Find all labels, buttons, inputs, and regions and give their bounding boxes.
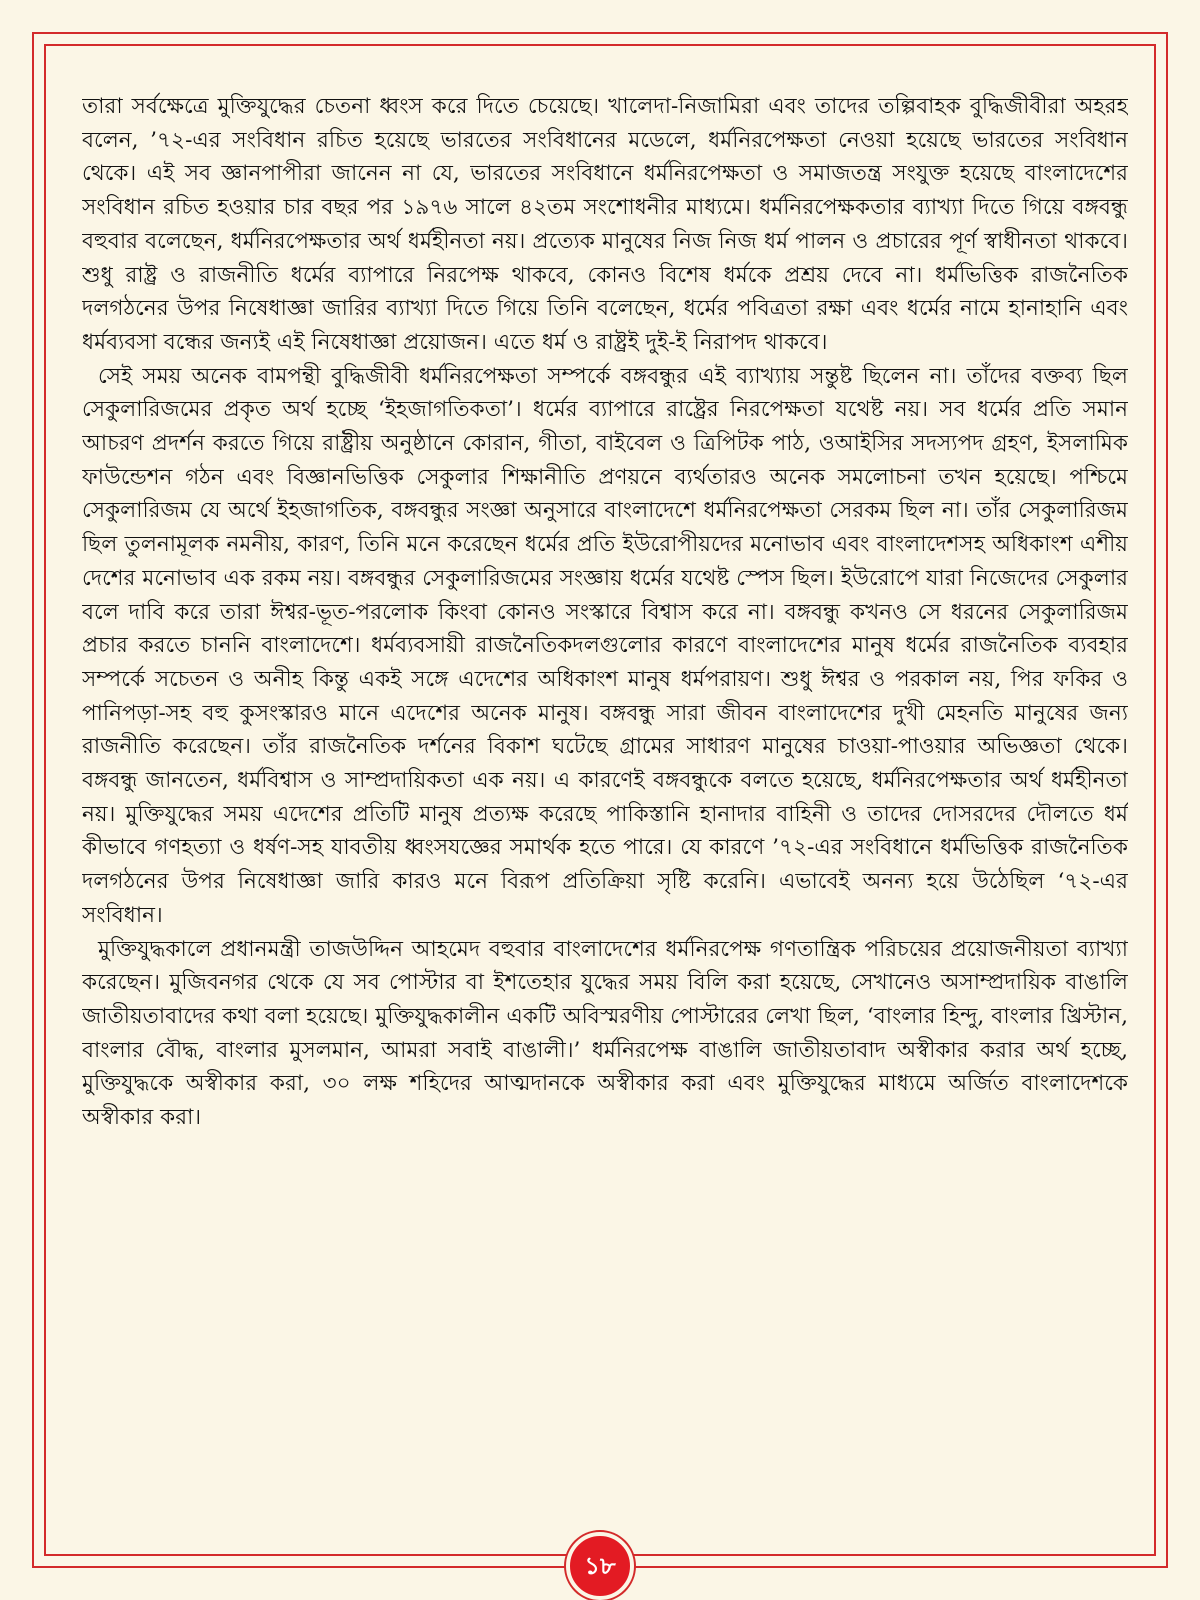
page-number-badge [566, 1532, 634, 1600]
article-body [82, 90, 1128, 1420]
paragraph-1: তারা সর্বক্ষেত্রে মুক্তিযুদ্ধের চেতনা ধ্বংস করে দিতে চেয়েছে। খালেদা-নিজামিরা এবং তাদের তল্পিবাহক বুদ্ধিজীবীরা অহরহ বলেন, ’৭২-এর সংবিধান রচিত হয়েছে ভারতের সংবিধানের মডেলে, ধর্মনিরপেক্ষতা নেওয়া হয়েছে ভারতের সংবিধান থেকে। এই সব জ্ঞানপাপীরা জানেন না যে, ভারতের সংবিধানে ধর্মনিরপেক্ষতা ও সমাজতন্ত্র সংযুক্ত হয়েছে বাংলাদেশের সংবিধান রচিত হওয়ার চার বছর পর ১৯৭৬ সালে ৪২তম সংশোধনীর মাধ্যমে। ধর্মনিরপেক্ষকতার ব্যাখ্যা দিতে গিয়ে বঙ্গবন্ধু বহুবার বলেছেন, ধর্মনিরপেক্ষতার অর্থ ধর্মহীনতা নয়। প্রত্যেক মানুষের নিজ নিজ ধর্ম পালন ও প্রচারের পূর্ণ স্বাধীনতা থাকবে। শুধু রাষ্ট্র ও রাজনীতি ধর্মের ব্যাপারে নিরপেক্ষ থাকবে, কোনও বিশেষ ধর্মকে প্রশ্রয় দেবে না। ধর্মভিত্তিক রাজনৈতিক দলগঠনের উপর নিষেধাজ্ঞা জারির ব্যাখ্যা দিতে গিয়ে তিনি বলেছেন, ধর্মের পবিত্রতা রক্ষা এবং ধর্মের নামে হানাহানি এবং ধর্মব্যবসা বন্ধের জন্যই এই নিষেধাজ্ঞা প্রয়োজন। এতে ধর্ম ও রাষ্ট্রই দুই-ই নিরাপদ থাকবে। [82, 94, 1128, 355]
paragraph-3: মুক্তিযুদ্ধকালে প্রধানমন্ত্রী তাজউদ্দিন আহমেদ বহুবার বাংলাদেশের ধর্মনিরপেক্ষ গণতান্ত্রিক পরিচয়ের প্রয়োজনীয়তা ব্যাখ্যা করেছেন। মুজিবনগর থেকে যে সব পোস্টার বা ইশতেহার যুদ্ধের সময় বিলি করা হয়েছে, সেখানেও অসাম্প্রদায়িক বাঙালি জাতীয়তাবাদের কথা বলা হয়েছে। মুক্তিযুদ্ধকালীন একটি অবিস্মরণীয় পোস্টারের লেখা ছিল, ‘বাংলার হিন্দু, বাংলার খ্রিস্টান, বাংলার বৌদ্ধ, বাংলার মুসলমান, আমরা সবাই বাঙালী।’ ধর্মনিরপেক্ষ বাঙালি জাতীয়তাবাদ অস্বীকার করার অর্থ হচ্ছে, মুক্তিযুদ্ধকে অস্বীকার করা, ৩০ লক্ষ শহিদের আত্মদানকে অস্বীকার করা এবং মুক্তিযুদ্ধের মাধ্যমে অর্জিত বাংলাদেশকে অস্বীকার করা। [82, 936, 1128, 1131]
page-number: ১৮ [584, 1552, 616, 1580]
paragraph-2: সেই সময় অনেক বামপন্থী বুদ্ধিজীবী ধর্মনিরপেক্ষতা সম্পর্কে বঙ্গবন্ধুর এই ব্যাখ্যায় সন্তুষ্ট ছিলেন না। তাঁদের বক্তব্য ছিল সেকুলারিজমের প্রকৃত অর্থ হচ্ছে ‘ইহজাগতিকতা’। ধর্মের ব্যাপারে রাষ্ট্রের নিরপেক্ষতা যথেষ্ট নয়। সব ধর্মের প্রতি সমান আচরণ প্রদর্শন করতে গিয়ে রাষ্ট্রীয় অনুষ্ঠানে কোরান, গীতা, বাইবেল ও ত্রিপিটক পাঠ, ওআইসির সদস্যপদ গ্রহণ, ইসলামিক ফাউন্ডেশন গঠন এবং বিজ্ঞানভিত্তিক সেকুলার শিক্ষানীতি প্রণয়নে ব্যর্থতারও অনেক সমলোচনা তখন হয়েছে। পশ্চিমে সেকুলারিজম যে অর্থে ইহজাগতিক, বঙ্গবন্ধুর সংজ্ঞা অনুসারে বাংলাদেশে ধর্মনিরপেক্ষতা সেরকম ছিল না। তাঁর সেকুলারিজম ছিল তুলনামূলক নমনীয়, কারণ, তিনি মনে করেছেন ধর্মের প্রতি ইউরোপীয়দের মনোভাব এবং বাংলাদেশসহ অধিকাংশ এশীয় দেশের মনোভাব এক রকম নয়। বঙ্গবন্ধুর সেকুলারিজমের সংজ্ঞায় ধর্মের যথেষ্ট স্পেস ছিল। ইউরোপে যারা নিজেদের সেকুলার বলে দাবি করে তারা ঈশ্বর-ভূত-পরলোক কিংবা কোনও সংস্কারে বিশ্বাস করে না। বঙ্গবন্ধু কখনও সে ধরনের সেকুলারিজম প্রচার করতে চাননি বাংলাদেশে। ধর্মব্যবসায়ী রাজনৈতিকদলগুলোর কারণে বাংলাদেশের মানুষ ধর্মের রাজনৈতিক ব্যবহার সম্পর্কে সচেতন ও অনীহ কিন্তু একই সঙ্গে এদেশের অধিকাংশ মানুষ ধর্মপরায়ণ। শুধু ঈশ্বর ও পরকাল নয়, পির ফকির ও পানিপড়া-সহ বহু কুসংস্কারও মানে এদেশের অনেক মানুষ। বঙ্গবন্ধু সারা জীবন বাংলাদেশের দুখী মেহনতি মানুষের জন্য রাজনীতি করেছেন। তাঁর রাজনৈতিক দর্শনের বিকাশ ঘটেছে গ্রামের সাধারণ মানুষের চাওয়া-পাওয়ার অভিজ্ঞতা থেকে। বঙ্গবন্ধু জানতেন, ধর্মবিশ্বাস ও সাম্প্রদায়িকতা এক নয়। এ কারণেই বঙ্গবন্ধুকে বলতে হয়েছে, ধর্মনিরপেক্ষতার অর্থ ধর্মহীনতা নয়। মুক্তিযুদ্ধের সময় এদেশের প্রতিটি মানুষ প্রত্যক্ষ করেছে পাকিস্তানি হানাদার বাহিনী ও তাদের দোসরদের দৌলতে ধর্ম কীভাবে গণহত্যা ও ধর্ষণ-সহ যাবতীয় ধ্বংসযজ্ঞের সমার্থক হতে পারে। যে কারণে ’৭২-এর সংবিধানে ধর্মভিত্তিক রাজনৈতিক দলগঠনের উপর নিষেধাজ্ঞা জারি কারও মনে বিরূপ প্রতিক্রিয়া সৃষ্টি করেনি। এভাবেই অনন্য হয়ে উঠেছিল ‘৭২-এর সংবিধান। [82, 363, 1128, 928]
